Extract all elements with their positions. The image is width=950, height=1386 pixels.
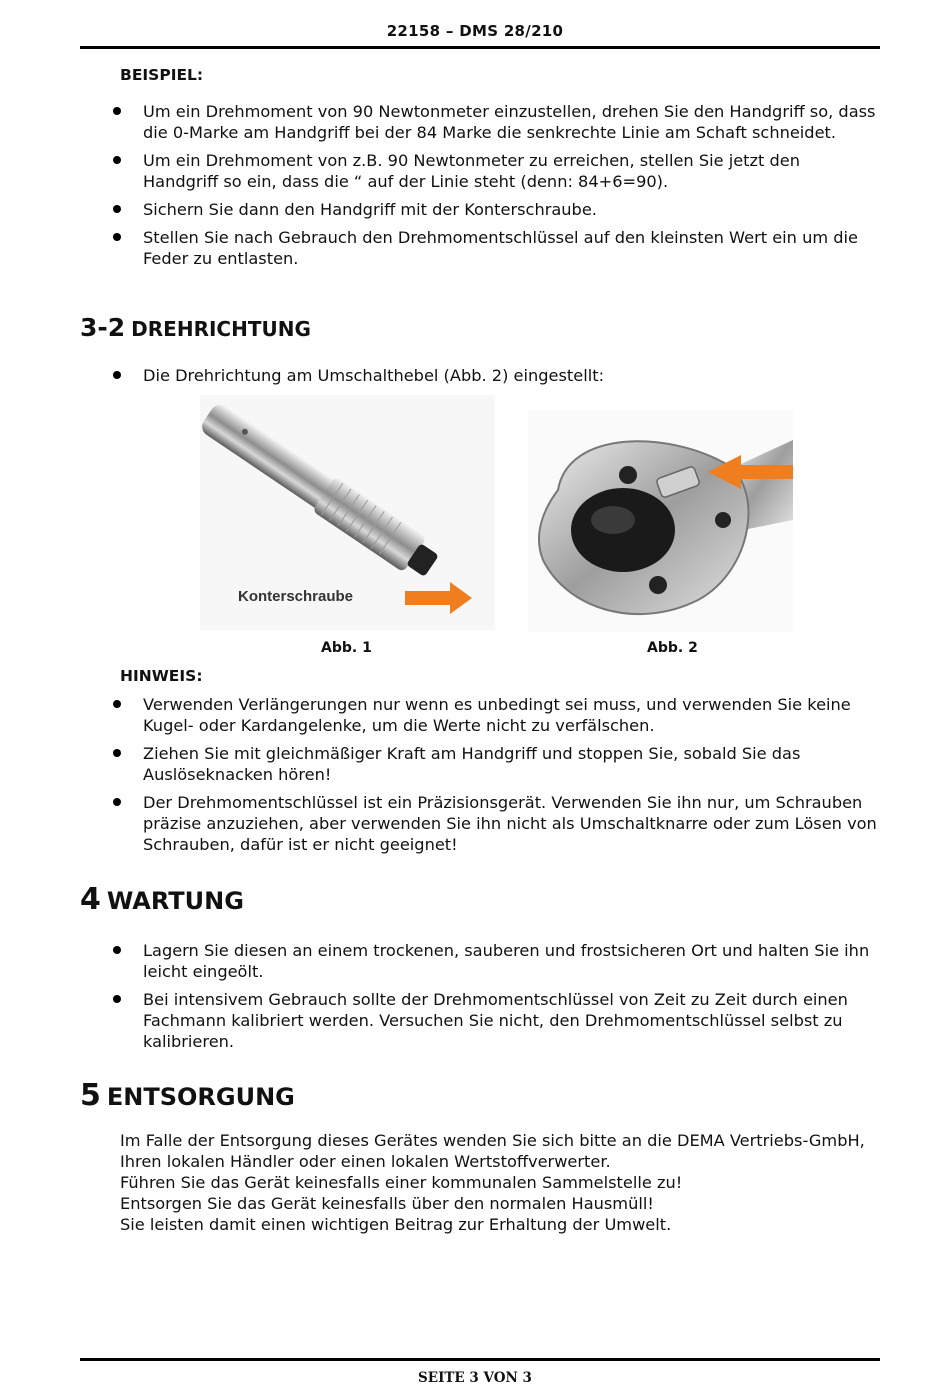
section-heading-3-2: [80, 313, 311, 342]
list-item: Sichern Sie dann den Handgriff mit der Konterschraube.: [110, 199, 880, 220]
section-heading-5: [80, 1078, 295, 1113]
section-number: 3-2: [80, 313, 126, 342]
list-item: Lagern Sie diesen an einem trockenen, sauberen und frostsicheren Ort und halten Sie ihn leicht eingeölt.: [110, 940, 880, 982]
beispiel-label: BEISPIEL:: [120, 66, 204, 84]
list-item: Um ein Drehmoment von z.B. 90 Newtonmeter zu erreichen, stellen Sie jetzt den Handgriff so ein, dass die “ auf der Linie steht (denn: 84+6=90).: [110, 150, 880, 192]
paragraph-line: Entsorgen Sie das Gerät keinesfalls über den normalen Hausmüll!: [120, 1194, 654, 1213]
list-item: Verwenden Verlängerungen nur wenn es unbedingt sei muss, und verwenden Sie keine Kugel- oder Kardangelenke, um die Werte nicht zu verfälschen.: [110, 694, 880, 736]
figure-2-caption: Abb. 2: [647, 640, 698, 656]
list-item: Ziehen Sie mit gleichmäßiger Kraft am Handgriff und stoppen Sie, sobald Sie das Auslöseknacken hören!: [110, 743, 880, 785]
list-item: Bei intensivem Gebrauch sollte der Drehmomentschlüssel von Zeit zu Zeit durch einen Fachmann kalibriert werden. Versuchen Sie nicht, den Drehmomentschlüssel selbst zu kalibrieren.: [110, 989, 880, 1052]
header-title: 22158 – DMS 28/210: [386, 22, 564, 40]
hinweis-list: [110, 694, 880, 862]
figure-1-caption: Abb. 1: [321, 640, 372, 656]
hinweis-label: HINWEIS:: [120, 667, 203, 685]
drehrichtung-list: [110, 365, 880, 393]
list-item: Um ein Drehmoment von 90 Newtonmeter einzustellen, drehen Sie den Handgriff so, dass die 0-Marke am Handgriff bei der 84 Marke die senkrechte Linie am Schaft schneidet.: [110, 101, 880, 143]
list-item: Stellen Sie nach Gebrauch den Drehmomentschlüssel auf den kleinsten Wert ein um die Feder zu entlasten.: [110, 227, 880, 269]
list-item: Der Drehmomentschlüssel ist ein Präzisionsgerät. Verwenden Sie ihn nur, um Schrauben präzise anzuziehen, aber verwenden Sie ihn nicht als Umschaltknarre oder zum Lösen von Schrauben, dafür ist er nicht geeignet!: [110, 792, 880, 855]
list-item: Die Drehrichtung am Umschalthebel (Abb. 2) eingestellt:: [110, 365, 880, 386]
paragraph-line: Führen Sie das Gerät keinesfalls einer kommunalen Sammelstelle zu!: [120, 1173, 683, 1192]
entsorgung-paragraph: [120, 1130, 880, 1235]
footer-page-label: SEITE 3 VON 3: [418, 1370, 532, 1386]
section-title: WARTUNG: [106, 887, 244, 915]
section-number: 4: [80, 882, 101, 917]
section-title: DREHRICHTUNG: [131, 317, 311, 341]
figure-2-ratchet-head: [528, 410, 793, 632]
footer-rule: [80, 1358, 880, 1361]
section-number: 5: [80, 1078, 101, 1113]
figure-1-torque-wrench: [200, 395, 495, 630]
header-rule: [80, 46, 880, 49]
wartung-list: [110, 940, 880, 1059]
section-heading-4: [80, 882, 244, 917]
figure-1-inner-label: Konterschraube: [238, 588, 354, 605]
beispiel-list: [110, 101, 880, 276]
paragraph-line: Sie leisten damit einen wichtigen Beitrag zur Erhaltung der Umwelt.: [120, 1215, 672, 1234]
section-title: ENTSORGUNG: [106, 1083, 295, 1111]
paragraph-line: Im Falle der Entsorgung dieses Gerätes wenden Sie sich bitte an die DEMA Vertriebs-GmbH, Ihren lokalen Händler oder einen lokalen Wertstoffverwerter.: [120, 1131, 865, 1171]
